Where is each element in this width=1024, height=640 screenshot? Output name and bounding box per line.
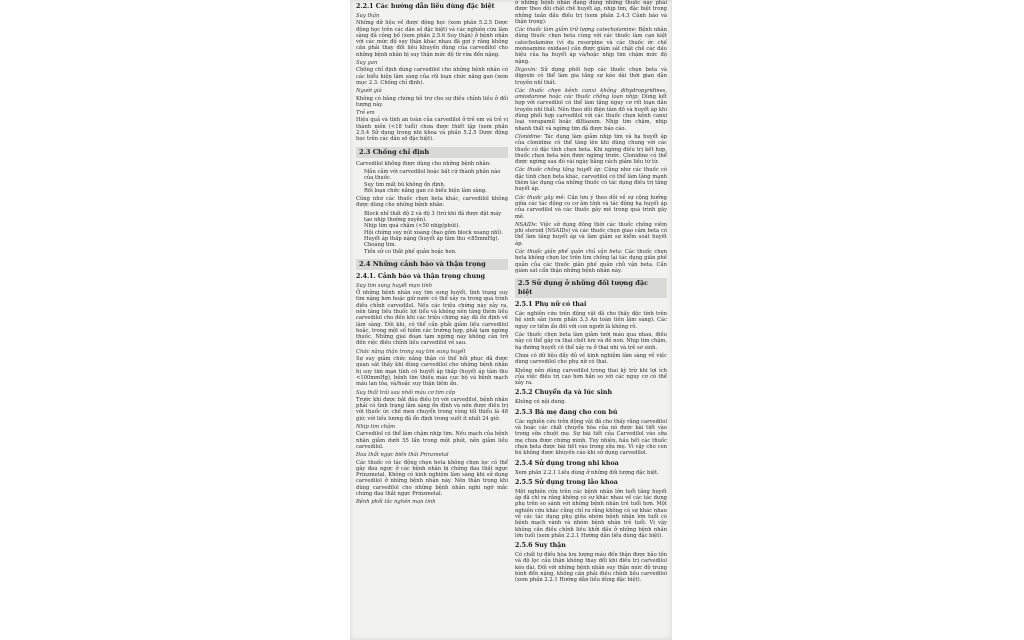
subheading: Trẻ em — [356, 110, 375, 117]
subsection-heading: 2.5.5 Sử dụng trong lão khoa — [515, 478, 618, 486]
list-item: • Suy tim mất bù không ổn định. — [364, 182, 508, 188]
inline-text: Cũng như các thuốc có đặc tính chẹn beta khác, carvedilol có thể làm tăng mạnh thêm tác dụng của những thuốc có tác dụng điều trị tăng huyết áp. — [515, 167, 667, 193]
paragraph: Chưa có dữ liệu đầy đủ về kinh nghiệm lâm sàng về việc dùng carvedilol cho phụ nữ có thai. — [515, 352, 667, 366]
right-column — [515, 0, 667, 640]
list-item: • Rối loạn chức năng gan có biểu hiện lâm sàng. — [364, 188, 508, 194]
paragraph: Hiệu quả và tính an toàn của carvedilol ở trẻ em và trẻ vị thành niên (<18 tuổi) chưa được thiết lập (xem phần 2.5.4 Sử dụng trong nhi khoa và phần 5.2.5 Dược động học trên các dân số đặc biệt). — [356, 117, 508, 143]
inline-text: Dùng kết hợp với carvedilol có thể làm tăng nguy cơ rối loạn dẫn truyền nhĩ thất. Nên theo dõi điện tâm đồ và huyết áp khi dùng phối hợp carvedilol với các thuốc chẹn kênh canxi loại verapamil hoặc diltiazem. Nhịp tim chậm, nhịp nhanh thất và ngừng tim đã được báo cáo. — [515, 94, 667, 132]
paragraph: Không có nội dung. — [515, 399, 567, 406]
list-item: • Choáng tim. — [364, 242, 508, 248]
paragraph: Các nghiên cứu trên động vật đã cho thấy độc tính trên hệ sinh sản (xem phần 3.3 An toàn tiền lâm sàng). Các nguy cơ tiềm ẩn đối với con người là không rõ. — [515, 311, 667, 330]
paragraph — [515, 222, 667, 247]
paragraph: Các thuốc chẹn beta làm giảm tưới máu qua nhau, điều này có thể gây ra thai chết lưu và đẻ non. Nhịp tim chậm, hạ đường huyết có thể xảy ra ở thai nhi và trẻ sơ sinh. — [515, 332, 667, 351]
subheading: Suy thất trái sau nhồi máu cơ tim cấp — [356, 389, 456, 396]
list-item: • Huyết áp thấp nặng (huyết áp tâm thu <85mmHg). — [364, 236, 508, 242]
subheading: Chức năng thận trong suy tim sung huyết — [356, 348, 466, 355]
paragraph: Các nghiên cứu trên động vật đã cho thấy rằng carvedilol và hoặc các chất chuyển hóa của nó được bài tiết vào trong sữa chuột mẹ. Sự bài tiết của Carvedilol vào sữa mẹ chưa được chứng minh. Tuy nhiên, hầu hết các thuốc chẹn beta được bài tiết vào trong sữa mẹ. Vì vậy cho con bú không được khuyến cáo khi sử dụng carvedilol. — [515, 418, 667, 457]
subsection-heading: 2.4.1. Cảnh báo và thận trọng chung — [356, 272, 486, 280]
paragraph — [515, 195, 667, 220]
list — [356, 169, 508, 194]
paragraph: Carvedilol có thể làm chậm nhịp tim. Nếu mạch của bệnh nhân giảm dưới 55 lần trong một phút, nên giảm liều carvedilol. — [356, 431, 508, 450]
document-page — [350, 0, 672, 640]
inline-heading: Clonidine: — [515, 133, 542, 140]
paragraph: Cũng như các thuốc chẹn beta khác, carvedilol không được dùng cho những bệnh nhân: — [356, 196, 508, 209]
inline-text: Tác dụng làm giảm nhịp tim và hạ huyết áp của clonidine có thể tăng lên khi dùng chung với các thuốc có đặc tính chẹn beta. Khi ngừng điều trị kết hợp, thuốc chẹn beta nên được ngừng trước. Clonidine có thể được ngừng sau đó vài ngày bằng cách giảm liều từ từ. — [515, 133, 667, 166]
inline-heading: Digoxin: — [515, 66, 537, 73]
section-heading: 2.5 Sử dụng ở những đối tượng đặc biệt — [515, 278, 667, 298]
subheading: Nhịp tim chậm — [356, 424, 396, 431]
list-item: • Nhịp tim quá chậm (<50 nhịp/phút). — [364, 223, 508, 229]
inline-text: Các thuốc chẹn beta không chọn lọc trên tim chống lại tác dụng giãn phế quản của các thuốc giãn phế quản chủ vận beta. Cần giám sát cẩn thận những bệnh nhân này. — [515, 248, 667, 274]
list — [356, 211, 508, 255]
inline-text: Bệnh nhân dùng thuốc chẹn beta cùng với các thuốc làm cạn kiệt catecholamine (ví dụ reserpine và các thuốc ức chế monoamine oxidase) cần được giám sát chặt chẽ các dấu hiệu của hạ huyết áp và/hoặc nhịp tim chậm mức độ nặng. — [515, 27, 667, 65]
paragraph — [515, 134, 667, 165]
subheading: Bệnh phổi tắc nghẽn mạn tính — [356, 499, 436, 506]
paragraph: Trước khi được bắt đầu điều trị với carvedilol, bệnh nhân phải có tình trạng lâm sàng ổn định và nên được điều trị với thuốc ức chế men chuyển trong vòng tối thiểu là 48 giờ, với liều lượng đã ổn định trong suốt ít nhất 24 giờ. — [356, 396, 508, 422]
inline-text: Việc sử dụng đồng thời các thuốc chống viêm phi steroid (NSAIDs) và các thuốc chẹn giao cảm beta có thể làm tăng huyết áp và làm giảm sự kiểm soát huyết áp. — [515, 221, 667, 247]
section-heading: 2.2.1 Các hướng dẫn liều dùng đặc biệt — [356, 3, 495, 10]
inline-heading: Các thuốc giãn phế quản chủ vận beta: — [515, 248, 623, 255]
inline-heading: Các thuốc chống tăng huyết áp: — [515, 167, 602, 174]
paragraph: ở những bệnh nhân đang dùng những thuốc này phải được theo dõi chặt chẽ huyết áp, nhịp tim, đặc biệt trong những tuần đầu điều trị (xem phần 2.4.3 Cảnh báo và thận trọng). — [515, 0, 667, 25]
paragraph — [515, 67, 667, 86]
paragraph: Các thuốc có tác động chẹn beta không chọn lọc có thể gây đau ngực ở các bệnh nhân bị chứng đau thắt ngực Prinzmetal. Không có kinh nghiệm lâm sàng khi sử dụng carvedilol ở những bệnh nhân này. Nên thận trọng khi dùng carvedilol cho những bệnh nhân nghi ngờ mắc chứng đau thắt ngực Prinzmetal. — [356, 459, 508, 497]
inline-text: Cần lưu ý theo dõi về sự cộng hưởng giữa các tác động co cơ âm tính và tác động hạ huyết áp của carvedilol và các thuốc gây mê trong quá trình gây mê. — [515, 194, 667, 220]
paragraph: Có chất tự điều hòa lưu lượng máu đến thận được bảo tồn và độ lọc cầu thận không thay đổi khi điều trị carvedilol kéo dài. Đối với những bệnh nhân suy thận mức độ trung bình đến nặng, không cần phải điều chỉnh liều carvedilol (xem phần 2.2.1 Hướng dẫn liều dùng đặc biệt). — [515, 552, 667, 584]
paragraph — [515, 167, 667, 192]
paragraph: Không nên dùng carvedilol trong thai kỳ trừ khi lợi ích của việc điều trị cao hơn hẳn so với các nguy cơ có thể xảy ra. — [515, 367, 667, 387]
paragraph: Chống chỉ định dùng carvedilol cho những bệnh nhân có các biểu hiện lâm sàng của rối loạn chức năng gan (xem mục 2.3. Chống chỉ định). — [356, 67, 508, 86]
paragraph — [515, 27, 667, 65]
paragraph: Không có bằng chứng hỗ trợ cho sự điều chỉnh liều ở đối tượng này. — [356, 95, 508, 108]
paragraph — [515, 249, 667, 274]
list-item: • Tiền sử co thắt phế quản hoặc hen. — [364, 249, 508, 255]
list-item: • Hội chứng suy nút xoang (bao gồm block xoang nhĩ). — [364, 230, 508, 236]
inline-text: Sử dụng phối hợp các thuốc chẹn beta và digoxin có thể làm gia tăng sự kéo dài thời gian dẫn truyền nhĩ thất. — [515, 66, 667, 86]
subheading: Người già — [356, 88, 382, 95]
paragraph: Sự suy giảm chức năng thận có thể hồi phục đã được quan sát thấy khi dùng carvedilol cho những bệnh nhân bị suy tim mạn tính có huyết áp thấp (huyết áp tâm thu <100mmHg), bệnh tim thiếu máu cục bộ và bệnh mạch máu lan tỏa, và/hoặc suy thận tiềm ẩn. — [356, 356, 508, 388]
paragraph: Carvedilol không được dùng cho những bệnh nhân: — [356, 160, 491, 167]
subsection-heading: 2.5.1 Phụ nữ có thai — [515, 301, 587, 309]
paragraph — [515, 88, 667, 132]
subsection-heading: 2.5.4 Sử dụng trong nhi khoa — [515, 459, 619, 467]
paragraph: Ở những bệnh nhân suy tim sung huyết, tình trạng suy tim nặng hơn hoặc giữ nước có thể xảy ra trong quá trình điều chỉnh carvedilol. Nếu các triệu chứng này xảy ra, nên tăng liều thuốc lợi tiểu và không nên tăng thêm liều carvedilol cho đến khi các triệu chứng này đã ổn định về lâm sàng. Đôi khi, có thể cần phải giảm liều carvedilol hoặc, trong một số hiếm các trường hợp, phải tạm ngừng thuốc. Những giai đoạn tạm ngừng này không cản trở đến việc điều chỉnh liều carvedilol về sau. — [356, 290, 508, 347]
list-item: • Mẫn cảm với carvedilol hoặc bất cứ thành phần nào của thuốc. — [364, 169, 508, 182]
section-heading: 2.4 Những cảnh báo và thận trọng — [356, 259, 508, 270]
subheading: Suy tim sung huyết mạn tính — [356, 282, 433, 289]
subheading: Suy thận — [356, 13, 380, 19]
inline-heading: Các thuốc làm giảm trữ lượng catecholamine: — [515, 27, 637, 34]
subheading: Đau thắt ngực biến thái Prinzmetal — [356, 452, 449, 459]
inline-heading: Các thuốc chẹn kênh canxi không dihydropyridines, amiodarone hoặc các thuốc chống loạn nhịp: — [515, 87, 667, 101]
section-heading: 2.3 Chống chỉ định — [356, 147, 508, 158]
paragraph: Xem phần 2.2.1 Liều dùng ở những đối tượng đặc biệt. — [515, 469, 659, 476]
left-column — [356, 0, 508, 640]
subsection-heading: 2.5.6 Suy thận — [515, 542, 566, 550]
paragraph: Những dữ liệu về được động học (xem phần 5.2.5 Dược động học trên các dân số đặc biệt) và các nghiên cứu lâm sàng đã công bố (xem phần 2.5.6 Suy thận) ở bệnh nhân với các mức độ suy thận khác nhau đã gợi ý rằng không cần phải thay đổi liều khuyến dùng của carvedilol cho những bệnh nhân bị suy thận mức độ từ vừa đến nặng. — [356, 20, 508, 58]
subsection-heading: 2.5.3 Bà mẹ đang cho con bú — [515, 408, 618, 416]
inline-heading: NSAIDs: — [515, 221, 538, 228]
subsection-heading: 2.5.2 Chuyển dạ và lúc sinh — [515, 389, 613, 397]
subheading: Suy gan — [356, 60, 378, 67]
list-item: • Block nhĩ thất độ 2 và độ 3 (trừ khi đã được đặt máy tạo nhịp thường xuyên). — [364, 211, 508, 224]
inline-heading: Các thuốc gây mê: — [515, 194, 566, 201]
paragraph: Một nghiên cứu trên các bệnh nhân lớn tuổi tăng huyết áp đã chỉ ra rằng không có sự khác nhau về các tác dụng phụ trên so sánh với những bệnh nhân trẻ tuổi hơn. Một nghiên cứu khác cũng chỉ ra rằng không có sự khác nhau về các tác dụng phụ giữa nhóm bệnh nhân lớn tuổi có bệnh mạch vành và nhóm bệnh nhân trẻ tuổi. Vì vậy không cần điều chỉnh liều khởi đầu ở những bệnh nhân lớn tuổi (xem phần 2.2.1 Hướng dẫn liều dùng đặc biệt). — [515, 488, 667, 539]
